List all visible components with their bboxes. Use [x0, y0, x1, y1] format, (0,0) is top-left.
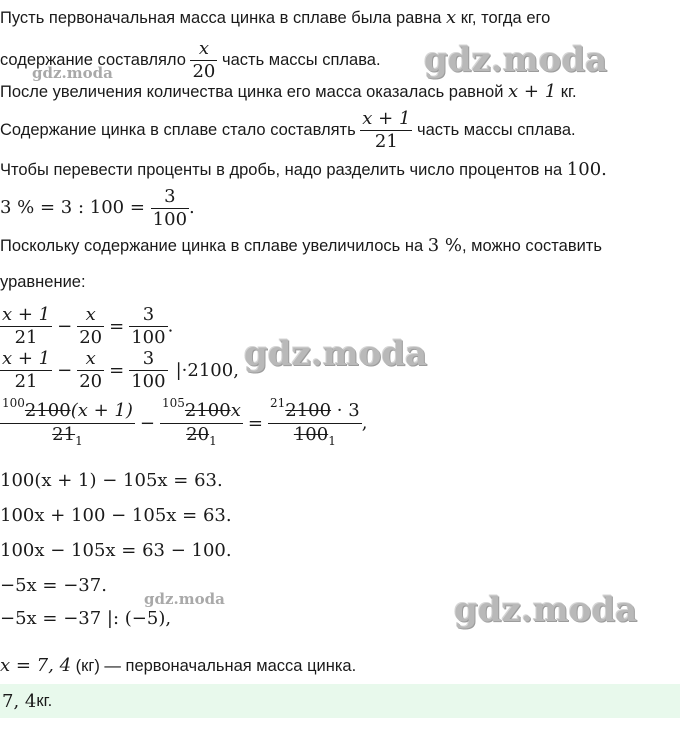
- number-100: 100.: [566, 159, 607, 180]
- text-line-4-start: Содержание цинка в сплаве стало составлять: [0, 121, 356, 139]
- frac-den: [160, 424, 243, 447]
- result-line: [0, 656, 356, 676]
- minus-sign: −: [57, 315, 73, 337]
- frac-num: [0, 396, 135, 423]
- percent-expr: 3 % = 3 : 100 =: [0, 197, 145, 218]
- frac-num: x: [198, 38, 210, 60]
- text-line-3-start: После увеличения количества цинка его масса оказалась равной: [0, 83, 509, 101]
- frac-den: 20: [192, 61, 216, 83]
- frac-den: 100: [131, 371, 166, 392]
- num-tail: x: [230, 400, 241, 421]
- frac-num: 3: [142, 348, 155, 369]
- text-line-8: [0, 272, 86, 292]
- equals-sign: =: [247, 412, 263, 434]
- watermark-logo: gdz.moda: [144, 590, 225, 608]
- frac-den: [268, 424, 362, 447]
- equation-fractions-2: [0, 348, 239, 393]
- period: .: [189, 197, 195, 218]
- text-line-3: [0, 82, 577, 102]
- answer-unit: кг.: [36, 691, 53, 710]
- text-line-2-end: часть массы сплава.: [221, 51, 381, 69]
- cancel-factor: 1: [328, 434, 336, 448]
- struck-number: 2100: [285, 400, 332, 421]
- text-line-7-end: , можно составить: [462, 237, 602, 255]
- comma: ,: [361, 412, 368, 434]
- frac-den: 21: [14, 371, 38, 392]
- equation-line-2: 100x + 100 − 105x = 63.: [0, 505, 232, 526]
- watermark-logo: gdz.moda: [32, 64, 113, 82]
- percent-to-fraction: [0, 184, 195, 232]
- fraction-x-20: [77, 348, 104, 393]
- watermark-logo: gdz.moda: [424, 40, 608, 80]
- text-line-3-end: кг.: [556, 83, 577, 101]
- percent-3: 3 %: [427, 235, 462, 256]
- minus-sign: −: [57, 359, 73, 381]
- text-line-5-start: Чтобы перевести проценты в дробь, надо разделить число процентов на: [0, 161, 567, 179]
- equals-sign: =: [109, 359, 125, 381]
- frac-den: [0, 424, 135, 447]
- struck-number: 20: [186, 424, 210, 445]
- frac-num: x + 1: [362, 108, 411, 130]
- fraction-x-20: [77, 304, 104, 349]
- text-line-1-start: Пусть первоначальная масса цинка в сплаве была равна: [0, 9, 446, 27]
- num-tail: (x + 1): [70, 400, 133, 421]
- minus-sign: −: [139, 412, 155, 434]
- fraction-x-over-20: [190, 38, 217, 83]
- watermark-logo: gdz.moda: [454, 590, 638, 630]
- frac-den: 20: [79, 371, 103, 392]
- frac-num: [268, 396, 362, 423]
- fraction-x1-21: [0, 304, 52, 349]
- text-line-1: [0, 8, 550, 28]
- struck-number: 100: [293, 424, 329, 445]
- frac-den: 100: [131, 327, 166, 348]
- watermark-logo: gdz.moda: [244, 334, 428, 374]
- frac-num: 3: [164, 185, 176, 207]
- equation-line-1: 100(x + 1) − 105x = 63.: [0, 470, 223, 491]
- cancel-factor: 1: [75, 434, 83, 448]
- cancel-factor: 1: [209, 434, 217, 448]
- frac-num: x + 1: [2, 304, 51, 325]
- text-line-2-start: содержание составляло: [0, 51, 186, 69]
- fraction-3-100: [129, 304, 167, 349]
- frac-num: x: [85, 348, 96, 369]
- equation-cancelled: [0, 396, 368, 448]
- fraction-3-100: [129, 348, 167, 393]
- frac-den: 100: [152, 208, 188, 230]
- text-line-7-start: Поскольку содержание цинка в сплаве увеличилось на: [0, 237, 428, 255]
- cancel-factor: 105: [162, 396, 185, 410]
- period: .: [167, 315, 174, 337]
- answer-value: 7, 4: [2, 690, 37, 712]
- cancel-factor: 21: [269, 396, 286, 410]
- result-value: x = 7, 4: [0, 655, 72, 676]
- frac-num: x + 1: [2, 348, 51, 369]
- num-tail: · 3: [331, 400, 360, 421]
- equation-line-4: −5x = −37.: [0, 575, 107, 596]
- equation-line-5: −5x = −37 |: (−5),: [0, 608, 172, 629]
- multiply-2100: |·2100,: [175, 359, 239, 381]
- equation-line-3: 100x − 105x = 63 − 100.: [0, 540, 232, 561]
- equation-label: уравнение:: [0, 273, 86, 291]
- fraction-x1-over-21: [360, 108, 412, 153]
- text-line-4-end: часть массы сплава.: [417, 121, 576, 139]
- fraction-cancel-b: [160, 396, 243, 448]
- var-x: x: [445, 7, 457, 28]
- fraction-cancel-c: [268, 396, 362, 448]
- frac-den: 21: [14, 327, 38, 348]
- equation-fractions-1: [0, 304, 173, 349]
- frac-den: 21: [374, 131, 398, 153]
- frac-den: 20: [79, 327, 103, 348]
- fraction-x1-21: [0, 348, 52, 393]
- result-text: (кг) — первоначальная масса цинка.: [71, 657, 357, 675]
- text-line-4: [0, 106, 576, 154]
- cancel-factor: 100: [2, 396, 25, 410]
- frac-num: 3: [142, 304, 155, 325]
- equals-sign: =: [109, 315, 125, 337]
- frac-num: x: [85, 304, 96, 325]
- fraction-3-over-100: [151, 186, 189, 231]
- text-line-7: [0, 236, 602, 256]
- struck-number: 2100: [184, 400, 231, 421]
- expr-x-plus-1: x + 1: [508, 81, 557, 102]
- struck-number: 2100: [24, 400, 71, 421]
- struck-number: 21: [52, 424, 76, 445]
- text-line-5: [0, 160, 607, 180]
- frac-num: [160, 396, 243, 423]
- fraction-cancel-a: [0, 396, 135, 448]
- answer-box: [0, 684, 680, 718]
- text-line-1-end: кг, тогда его: [456, 9, 551, 27]
